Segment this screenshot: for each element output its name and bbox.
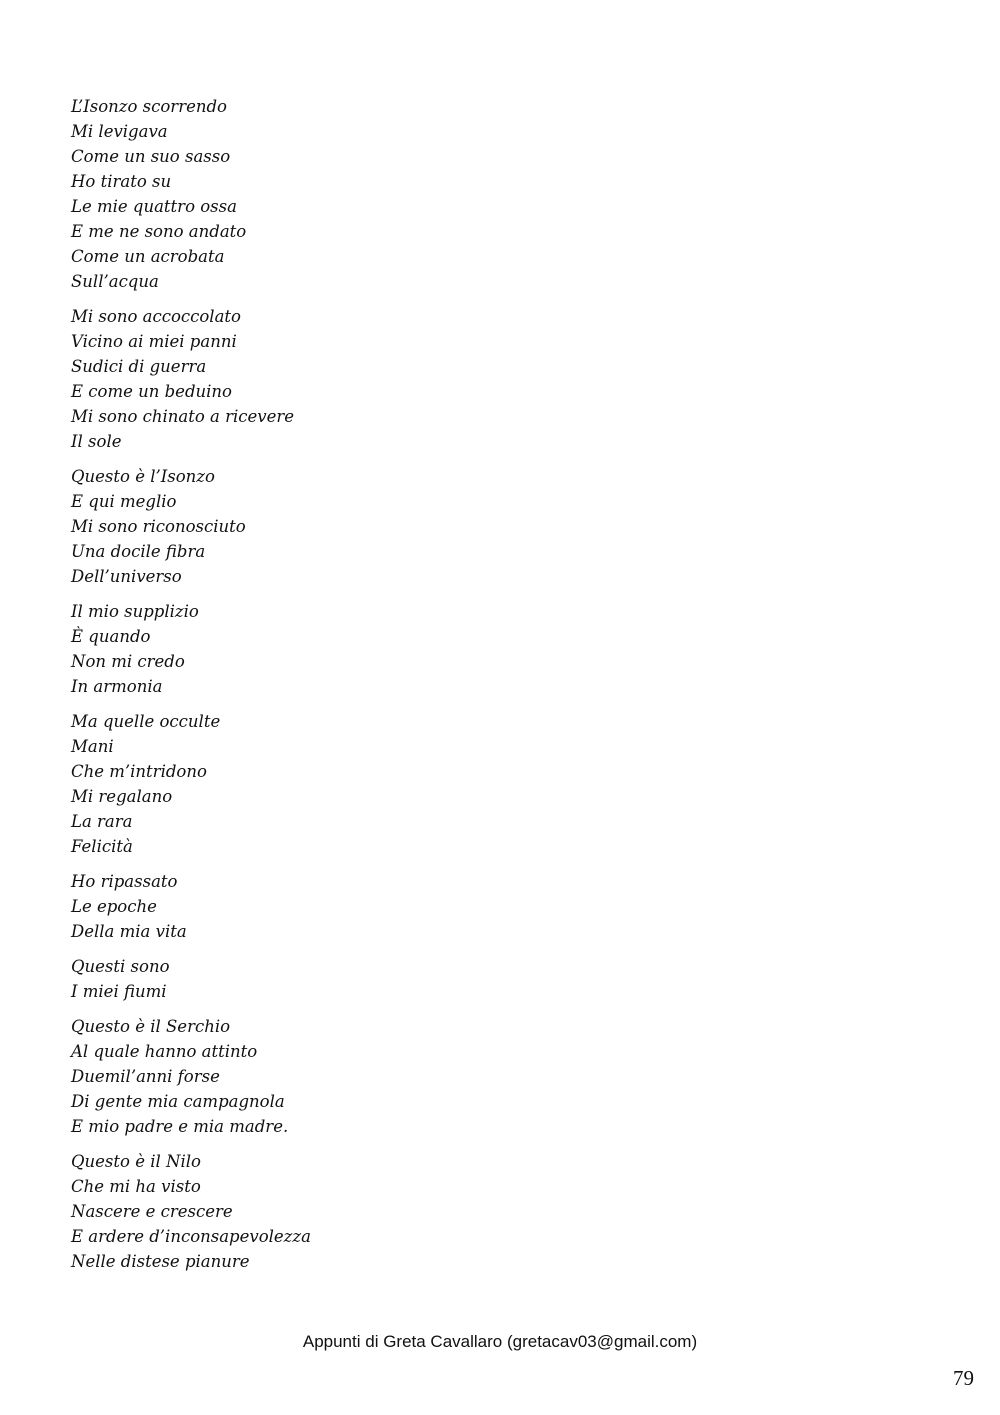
- poem-line: Non mi credo: [71, 652, 185, 671]
- stanza-2: [71, 304, 671, 454]
- poem-line: Questo è il Serchio: [71, 1017, 231, 1036]
- page-footer: Appunti di Greta Cavallaro (gretacav03@gmail.com): [302, 1332, 698, 1351]
- poem-line: Che m’intridono: [71, 762, 207, 781]
- poem-line: Nelle distese pianure: [71, 1252, 250, 1271]
- poem-line: È quando: [71, 627, 151, 646]
- poem-line: Al quale hanno attinto: [71, 1042, 258, 1061]
- poem-line: E qui meglio: [71, 492, 177, 511]
- poem-line: L’Isonzo scorrendo: [71, 97, 227, 116]
- poem-line: Una docile fibra: [71, 542, 206, 561]
- poem-line: Questi sono: [71, 957, 170, 976]
- poem-line: E me ne sono andato: [71, 222, 247, 241]
- poem-line: Felicità: [71, 837, 133, 856]
- page-number: 79: [953, 1366, 974, 1390]
- poem-line: Ma quelle occulte: [71, 712, 221, 731]
- poem-line: E come un beduino: [71, 382, 232, 401]
- stanza-9: [71, 1149, 671, 1274]
- poem-line: E ardere d’inconsapevolezza: [71, 1227, 311, 1246]
- poem-line: Sull’acqua: [71, 272, 159, 291]
- poem-line: Questo è l’Isonzo: [71, 467, 215, 486]
- poem-line: Ho ripassato: [71, 872, 178, 891]
- poem-line: Duemil’anni forse: [71, 1067, 220, 1086]
- poem-line: Come un suo sasso: [71, 147, 231, 166]
- poem-line: Di gente mia campagnola: [71, 1092, 285, 1111]
- poem-line: Della mia vita: [71, 922, 187, 941]
- poem-line: Mi sono riconosciuto: [71, 517, 246, 536]
- poem-line: Questo è il Nilo: [71, 1152, 201, 1171]
- poem-line: Mi sono accoccolato: [71, 307, 241, 326]
- poem-line: Ho tirato su: [71, 172, 172, 191]
- poem-line: Che mi ha visto: [71, 1177, 201, 1196]
- stanza-5: [71, 709, 671, 859]
- poem-line: I miei fiumi: [71, 982, 167, 1001]
- poem-line: Mani: [71, 737, 114, 756]
- poem-line: E mio padre e mia madre.: [71, 1117, 289, 1136]
- poem-line: Il sole: [71, 432, 122, 451]
- poem-line: Mi sono chinato a ricevere: [71, 407, 295, 426]
- poem-line: Il mio supplizio: [71, 602, 199, 621]
- stanza-8: [71, 1014, 671, 1139]
- stanza-6: [71, 869, 671, 944]
- stanza-7: [71, 954, 671, 1004]
- stanza-4: [71, 599, 671, 699]
- poem-line: Sudici di guerra: [71, 357, 207, 376]
- poem-line: Vicino ai miei panni: [71, 332, 237, 351]
- poem-line: Come un acrobata: [71, 247, 225, 266]
- poem-line: Le epoche: [71, 897, 157, 916]
- stanza-1: [71, 94, 671, 294]
- poem-line: La rara: [71, 812, 133, 831]
- poem-body: [71, 94, 671, 1284]
- poem-line: Mi regalano: [71, 787, 173, 806]
- poem-line: Mi levigava: [71, 122, 168, 141]
- poem-line: Le mie quattro ossa: [71, 197, 237, 216]
- poem-line: In armonia: [71, 677, 163, 696]
- poem-line: Nascere e crescere: [71, 1202, 233, 1221]
- poem-line: Dell’universo: [71, 567, 182, 586]
- stanza-3: [71, 464, 671, 589]
